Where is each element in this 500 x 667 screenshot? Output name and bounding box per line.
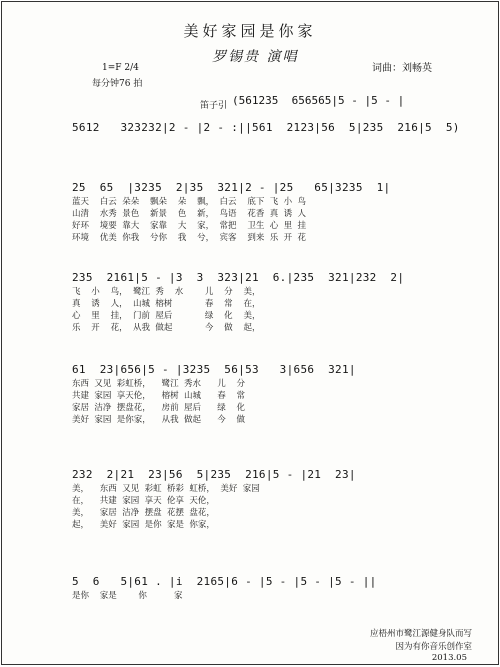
lyric-verse-2: 山清 水秀 景色 新景 色 新， 鸟语 花香 真 诱 人 <box>72 209 307 219</box>
notation-line: 25 65 |3235 2|35 321|2 - |25 65|3235 1| <box>72 181 391 194</box>
notation-line: 5 6 5|61 . |i 2165|6 - |5 - |5 - |5 - || <box>72 575 377 588</box>
lyric-verse-1: 飞 小 鸟， 鹭江 秀 水 儿 分 美， <box>72 287 261 297</box>
composition-date: 2013.05 <box>431 653 467 663</box>
score-system-3 <box>72 270 452 334</box>
score-system-2 <box>72 180 452 244</box>
score-system-4 <box>72 362 452 426</box>
lyric-verse-4: 美好 家园 是你家， 从我 做起 今 做 <box>72 415 246 425</box>
tempo-marking: 每分钟76 拍 <box>92 79 143 89</box>
lyric-verse-1: 东西 又见 彩虹桥， 鹭江 秀水 儿 分 <box>72 379 246 389</box>
lyric-verse-3: 心 里 挂， 门前 屋后 绿 化 美， <box>72 311 261 321</box>
singer-credit: 罗锡贵 演唱 <box>212 49 299 65</box>
lyric-verse-2: 共建 家园 享天伦， 榕树 山城 春 常 <box>72 391 246 401</box>
notation-line: 5612 323232|2 - |2 - :||561 2123|56 5|235 216|5 5) <box>72 121 460 134</box>
score-system-5 <box>72 467 452 531</box>
lyric-verse-3: 家居 洁净 摆盘花， 房前 屋后 绿 化 <box>72 403 246 413</box>
studio-credit: 因为有你音乐创作室 <box>395 642 472 652</box>
score-system-1 <box>72 120 460 136</box>
lyric-verse-3: 好环 境要 靠大 家靠 大 家， 常把 卫生 心 里 挂 <box>72 221 307 231</box>
lyric-verse-4: 环境 优美 你我 兮你 我 兮， 宾客 到来 乐 开 花 <box>72 233 307 243</box>
notation-line: 235 2161|5 - |3 3 323|21 6.|235 321|232 2| <box>72 271 405 284</box>
lyric-verse-3: 美， 家居 洁净 摆盘 花摆 盘花， <box>72 508 215 518</box>
song-title: 美好家园是你家 <box>183 22 317 40</box>
lyric-verse-1: 美， 东西 又见 彩虹 桥彩 虹桥， 美好 家园 <box>72 484 260 494</box>
lyric-verse-2: 在， 共建 家园 享天 伦享 天伦， <box>72 496 215 506</box>
score-page <box>1 1 499 665</box>
lyricist-credit: 词曲：刘畅英 <box>372 63 432 74</box>
lyric-verse-4: 起， 美好 家园 是你 家是 你家， <box>72 520 215 530</box>
notation-line: 61 23|656|5 - |3235 56|53 3|656 321| <box>72 363 356 376</box>
prelude-notes: (561235 656565|5 - |5 - | <box>232 94 405 107</box>
score-system-6 <box>72 574 452 602</box>
lyric-verse-2: 真 诱 人， 山城 榕树 春 常 在， <box>72 299 261 309</box>
lyric-verse-4: 乐 开 花， 从我 做起 今 做 起， <box>72 323 261 333</box>
lyric-verse-1: 蓝天 白云 朵朵 飘朵 朵 飘， 白云 底下 飞 小 鸟 <box>72 197 307 207</box>
notation-line: 232 2|21 23|56 5|235 216|5 - |21 23| <box>72 468 356 481</box>
prelude-label: 笛子引 <box>200 101 228 111</box>
lyric-verse-1: 是你 家是 你 家 <box>72 591 183 601</box>
dedication-line: 应梧州市鹭江源健身队而写 <box>369 629 472 639</box>
key-signature: 1=F 2/4 <box>102 63 139 73</box>
